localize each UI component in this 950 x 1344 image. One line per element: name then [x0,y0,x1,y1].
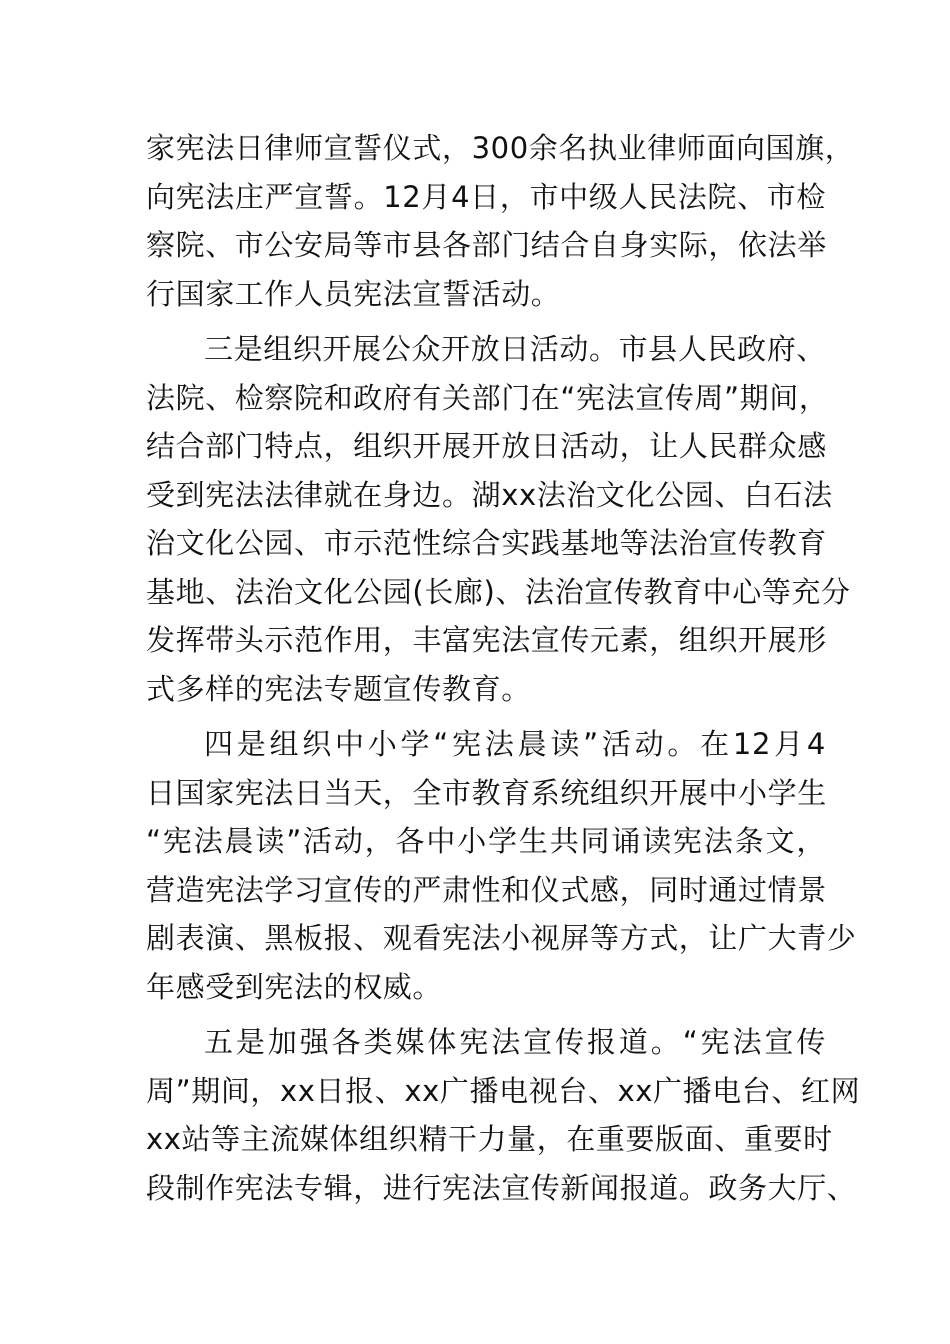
text-line: 周”期间，xx日报、xx广播电视台、xx广播电台、红网 [146,1073,861,1108]
text-line: 受到宪法法律就在身边。湖xx法治文化公园、白石法 [146,477,833,512]
text-line: 日国家宪法日当天，全市教育系统组织开展中小学生 [146,775,827,810]
text-line: 五是加强各类媒体宪法宣传报道。“宪法宣传 [204,1025,826,1059]
text-line: 发挥带头示范作用，丰富宪法宣传元素，组织开展形 [146,623,827,657]
document-body [146,124,861,1212]
text-line: 三是组织开展公众开放日活动。市县人民政府、 [204,332,826,366]
text-line: 营造宪法学习宣传的严肃性和仪式感，同时通过情景 [146,872,827,907]
text-line: 剧表演、黑板报、观看宪法小视屏等方式，让广大青少 [146,921,857,955]
paragraph-4 [146,1018,861,1212]
text-line: 向宪法庄严宣誓。12月4日，市中级人民法院、市检 [146,179,826,214]
text-line: 行国家工作人员宪法宣誓活动。 [146,276,561,311]
text-line: 家宪法日律师宣誓仪式，300余名执业律师面向国旗， [146,131,855,165]
paragraph-gap [146,1011,826,1018]
paragraph-3 [146,720,857,1011]
paragraph-gap [146,713,826,720]
text-line: 基地、法治文化公园(长廊)、法治宣传教育中心等充分 [146,574,851,609]
text-line: 察院、市公安局等市县各部门结合自身实际，依法举 [146,228,827,262]
text-line: 治文化公园、市示范性综合实践基地等法治宣传教育 [146,526,827,560]
text-line: xx站等主流媒体组织精干力量，在重要版面、重要时 [146,1122,833,1156]
paragraph-2 [146,325,851,713]
paragraph-gap [146,318,826,325]
text-line: 四是组织中小学“宪法晨读”活动。在12月4 [204,727,826,761]
paragraph-1 [146,124,855,318]
text-line: 法院、检察院和政府有关部门在“宪法宣传周”期间， [146,380,829,415]
text-line: “宪法晨读”活动，各中小学生共同诵读宪法条文， [146,824,826,858]
text-line: 式多样的宪法专题宣传教育。 [146,671,531,706]
text-line: 年感受到宪法的权威。 [146,969,443,1004]
text-line: 结合部门特点，组织开展开放日活动，让人民群众感 [146,429,827,463]
text-line: 段制作宪法专辑，进行宪法宣传新闻报道。政务大厅、 [146,1170,857,1205]
